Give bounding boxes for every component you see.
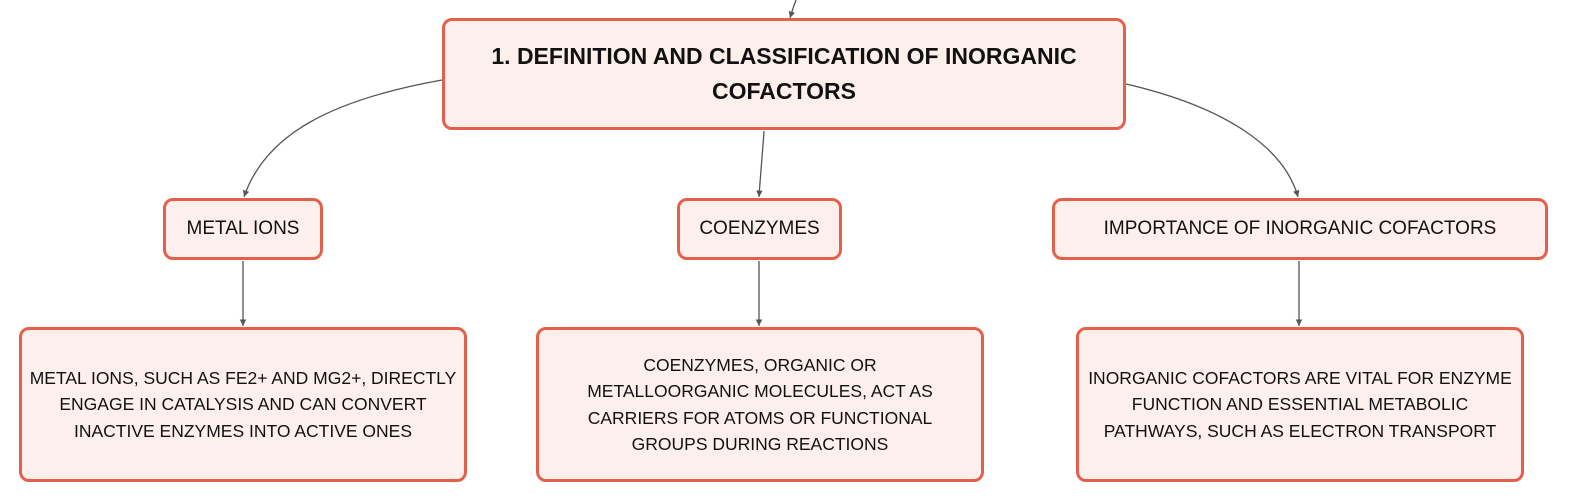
category-node-metal-ions[interactable] [163, 198, 323, 260]
category-node-importance[interactable] [1052, 198, 1548, 260]
category-node-coenzymes[interactable] [677, 198, 842, 260]
connector-root-to-importance [1126, 84, 1298, 197]
detail-node-importance[interactable] [1076, 327, 1524, 482]
connector-root-to-metal-ions [244, 80, 442, 197]
detail-node-coenzymes[interactable] [536, 327, 984, 482]
category-label-metal-ions: METAL IONS [186, 218, 300, 239]
root-topic-label: 1. DEFINITION AND CLASSIFICATION OF INORGANIC COFACTORS [491, 43, 1077, 104]
category-label-importance: IMPORTANCE OF INORGANIC COFACTORS [1103, 218, 1497, 239]
root-topic-node[interactable] [442, 18, 1126, 130]
detail-node-metal-ions[interactable] [19, 327, 467, 482]
detail-text-coenzymes: COENZYMES, ORGANIC OR METALLOORGANIC MOLECULES, ACT AS CARRIERS FOR ATOMS OR FUNCTIONAL GROUPS DURING REACTIONS [587, 354, 933, 454]
detail-text-metal-ions: METAL IONS, SUCH AS FE2+ AND MG2+, DIRECTLY ENGAGE IN CATALYSIS AND CAN CONVERT INACTIVE ENZYMES INTO ACTIVE ONES [29, 367, 457, 441]
category-label-coenzymes: COENZYMES [699, 218, 820, 239]
connector-root-to-coenzymes [759, 131, 764, 197]
connector-incoming-root [790, 0, 796, 18]
detail-text-importance: INORGANIC COFACTORS ARE VITAL FOR ENZYME FUNCTION AND ESSENTIAL METABOLIC PATHWAYS, SUCH AS ELECTRON TRANSPORT [1088, 367, 1512, 441]
